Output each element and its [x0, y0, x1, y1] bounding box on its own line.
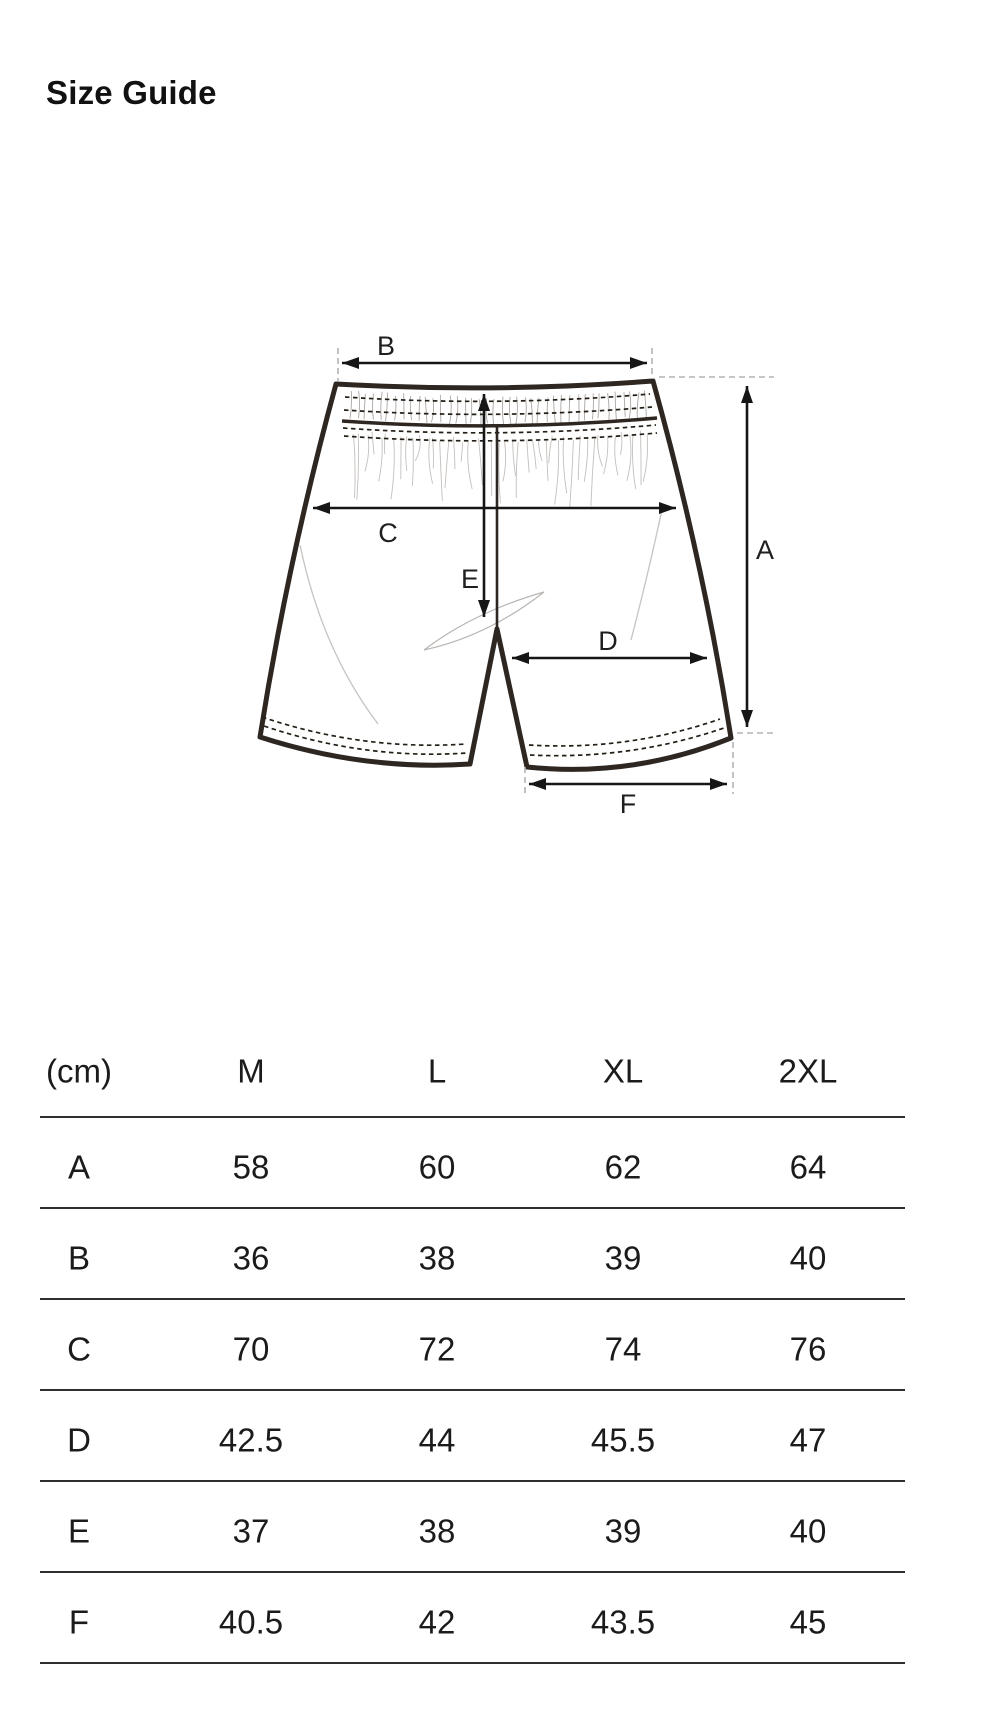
size-cell: 40.5 [218, 1603, 284, 1641]
dim-label-c: C [378, 518, 398, 548]
shorts-diagram [0, 0, 1000, 840]
size-cell: 42.5 [218, 1421, 284, 1459]
size-cell: 58 [232, 1148, 270, 1186]
page-title: Size Guide [46, 74, 217, 111]
unit-header-cell: (cm) [46, 1052, 112, 1090]
dim-label-b: B [376, 331, 396, 361]
row-label: A [67, 1148, 91, 1186]
size-table-row-d [40, 1391, 905, 1482]
size-cell: 44 [418, 1421, 456, 1459]
size-table-row-c [40, 1300, 905, 1391]
size-cell: 45.5 [590, 1421, 656, 1459]
size-cell: 36 [232, 1239, 270, 1277]
size-column-m: M [237, 1052, 265, 1090]
size-cell: 60 [418, 1148, 456, 1186]
size-cell: 47 [789, 1421, 827, 1459]
size-cell: 70 [232, 1330, 270, 1368]
size-table-row-b [40, 1209, 905, 1300]
size-cell: 40 [789, 1239, 827, 1277]
size-cell: 62 [604, 1148, 642, 1186]
size-cell: 42 [418, 1603, 456, 1641]
size-table-row-e [40, 1482, 905, 1573]
size-cell: 72 [418, 1330, 456, 1368]
size-cell: 39 [604, 1512, 642, 1550]
size-cell: 64 [789, 1148, 827, 1186]
size-cell: 76 [789, 1330, 827, 1368]
size-column-l: L [427, 1052, 447, 1090]
row-label: C [67, 1330, 91, 1368]
size-table-row-f [40, 1573, 905, 1664]
row-label: E [67, 1512, 91, 1550]
size-table [40, 1022, 905, 1664]
dim-label-d: D [598, 626, 618, 656]
size-cell: 40 [789, 1512, 827, 1550]
size-table-header-row [40, 1022, 905, 1118]
size-cell: 39 [604, 1239, 642, 1277]
size-column-2xl: 2XL [778, 1052, 838, 1090]
row-label: F [68, 1603, 90, 1641]
size-cell: 74 [604, 1330, 642, 1368]
dim-label-a: A [756, 535, 775, 565]
row-label: D [67, 1421, 91, 1459]
dim-label-e: E [460, 564, 480, 594]
dim-label-f: F [619, 789, 637, 819]
size-cell: 38 [418, 1239, 456, 1277]
size-table-row-a [40, 1118, 905, 1209]
size-cell: 45 [789, 1603, 827, 1641]
size-column-xl: XL [602, 1052, 644, 1090]
size-cell: 43.5 [590, 1603, 656, 1641]
size-cell: 38 [418, 1512, 456, 1550]
row-label: B [67, 1239, 91, 1277]
shorts-outline [260, 381, 731, 769]
size-cell: 37 [232, 1512, 270, 1550]
